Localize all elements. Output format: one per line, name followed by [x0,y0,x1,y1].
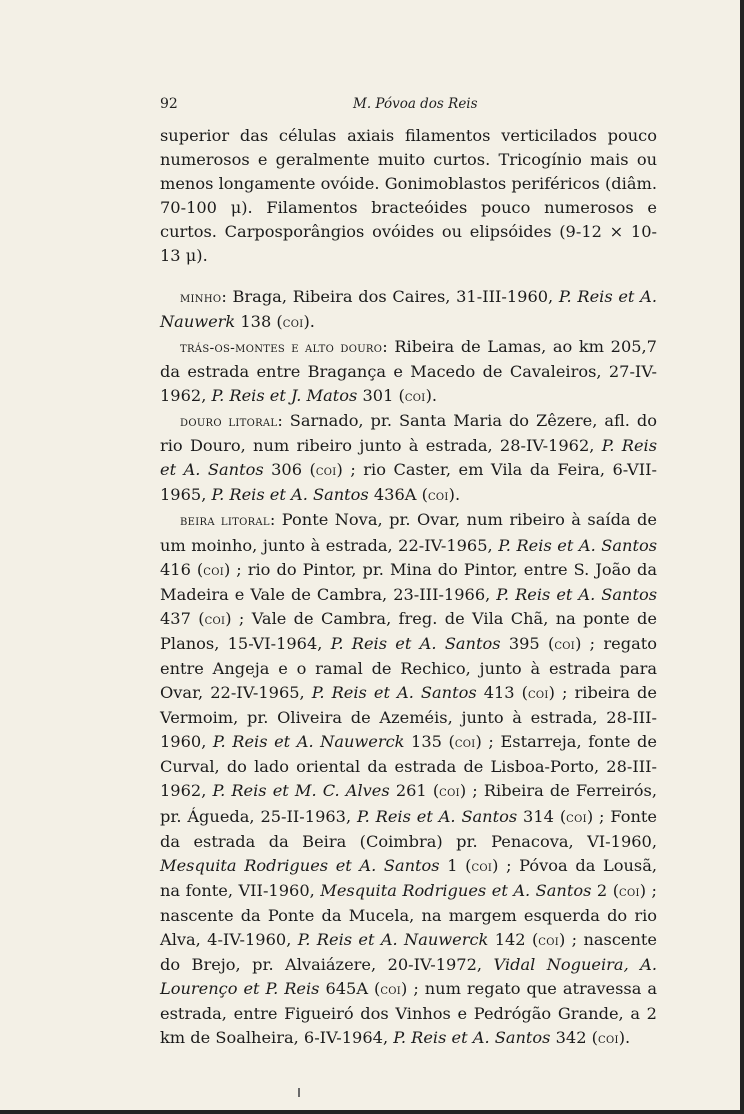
region-name: minho [180,289,222,306]
text-run: ) ; Fonte da estrada da Beira (Coimbra) pr. Penacova, VI-1960, [160,806,657,851]
text-run: ) ; nascente do Brejo, pr. Alvaiázere, 20-IV-1972, [160,930,657,975]
text-run: 416 ( [160,559,204,579]
herbarium-code: coi [439,784,460,801]
collector-names: P. Reis et A. Nauwerk [160,286,657,331]
herbarium-code: coi [554,636,576,653]
herbarium-code: coi [282,314,304,331]
text-run: ). [618,1028,631,1048]
page-number: 92 [160,96,178,112]
text-run: : Sarnado, pr. Santa Maria do Zêzere, afl. do rio Douro, num ribeiro junto à estrada, 28-IV-1962, [160,411,657,456]
text-run: 342 ( [550,1028,598,1048]
collector-names: Mesquita Rodrigues et A. Santos [320,880,592,900]
collector-names: P. Reis et A. Santos [211,485,369,505]
collector-names: Mesquita Rodrigues et A. Santos [160,855,440,875]
text-run: ) ; nascente da Ponte da Mucela, na margem esquerda do rio Alva, 4-IV-1960, [160,880,657,949]
herbarium-code: coi [203,562,224,579]
text-run: ) ; num regato que atravessa a estrada, entre Figueiró dos Vinhos e Pedrógão Grande, a 2 km de Soalheira, 6-IV-1964, [160,979,657,1048]
herbarium-code: coi [619,883,640,900]
body-text [160,124,657,1051]
collector-names: Vidal Nogueira, A. Lourenço et P. Reis [160,955,657,999]
text-run: 261 ( [389,781,440,801]
text-run: 436A ( [368,485,428,505]
collector-names: P. Reis et M. C. Alves [212,781,390,801]
herbarium-code: coi [566,809,587,826]
text-run: superior das células axiais filamentos verticilados pouco numerosos e geralmente muito curtos. Tricogínio mais ou menos longamente ovóide. Gonimoblastos periféricos (diâm. 70-100 [160,126,657,218]
text-run: ) ; Estarreja, fonte de Curval, do lado oriental da estrada de Lisboa-Porto, 28-III-1962, [160,732,657,801]
text-run: ) ; regato entre Angeja e o ramal de Rechico, junto à estrada para Ovar, 22-IV-1965, [160,633,657,703]
herbarium-code: coi [315,463,337,480]
locality-paragraph-beira-litoral [160,508,657,1051]
text-run: 135 ( [404,732,455,752]
herbarium-code: coi [454,735,476,752]
text-run: ) ; rio do Pintor, pr. Mina do Pintor, entre S. João da Madeira e Vale de Cambra, 23-III-1966, [160,559,658,604]
collector-names: P. Reis et A. Santos [357,806,518,826]
herbarium-code: coi [538,933,559,949]
collector-names: P. Reis et A. Nauwerck [212,732,405,752]
region-name: trás-os-montes e alto douro [180,339,383,356]
text-run: 314 ( [517,806,567,826]
herbarium-code: coi [380,982,402,999]
collector-names: P. Reis et A. Nauwerck [297,930,489,949]
micron-symbol: μ [185,246,197,266]
running-head: M. Póvoa dos Reis [353,96,478,112]
text-run: : Ribeira de Lamas, ao km 205,7 da estrada entre Bragança e Macedo de Cavaleiros, 27-IV-1962, [160,336,657,405]
herbarium-code: coi [527,686,549,703]
locality-paragraph-douro-litoral [160,409,657,508]
herbarium-code: coi [598,1031,619,1048]
collector-names: P. Reis et A. Santos [496,584,657,604]
herbarium-code: coi [404,388,426,405]
text-run: 306 ( [263,460,316,480]
print-mark [298,1088,300,1097]
locality-paragraph-minho [160,285,657,335]
region-name: douro litoral [180,414,278,431]
text-run: ). [196,246,208,266]
text-run: ). [303,311,315,331]
text-run: 301 ( [357,385,405,405]
collector-names: P. Reis et J. Matos [211,385,358,405]
collector-names: P. Reis et A. Santos [498,535,657,555]
text-run: 138 ( [235,311,283,331]
page-header [160,96,650,116]
herbarium-code: coi [471,858,493,875]
text-run: ) ; Ribeira de Ferreirós, pr. Águeda, 25-II-1963, [160,781,657,826]
text-run: ). Filamentos bracteóides pouco numerosos e curtos. Carposporângios ovóides ou elipsóides (9-12 × 10-13 [160,198,657,266]
text-run: : Ponte Nova, pr. Ovar, num ribeiro à saída de um moinho, junto à estrada, 22-IV-1965, [160,510,657,555]
text-run: 2 ( [591,880,620,900]
text-run: 413 ( [476,683,528,703]
locality-paragraph-tras-os-montes [160,335,657,409]
text-run: ) ; Vale de Cambra, freg. de Vila Chã, na ponte de Planos, 15-VI-1964, [160,608,658,653]
collector-names: P. Reis et A. Santos [160,436,658,480]
text-run: ) ; Póvoa da Lousã, na fonte, VII-1960, [160,855,657,900]
description-paragraph [160,124,657,269]
region-name: beira litoral [180,513,270,530]
text-run: 395 ( [500,633,555,653]
collector-names: P. Reis et A. Santos [393,1028,551,1048]
herbarium-code: coi [427,488,449,505]
text-run: : Braga, Ribeira dos Caires, 31-III-1960, [221,286,559,306]
herbarium-code: coi [204,611,226,628]
text-run: ) ; ribeira de Vermoim, pr. Oliveira de Azeméis, junto à estrada, 28-III-1960, [160,683,657,752]
collector-names: P. Reis et A. Santos [311,683,477,703]
text-run: 645A ( [319,979,381,999]
text-run: ). [425,385,438,405]
text-run: ) ; rio Caster, em Vila da Feira, 6-VII-1965, [160,460,657,505]
collector-names: P. Reis et A. Santos [330,633,501,653]
text-run: ). [448,485,461,505]
text-run: 437 ( [160,608,205,628]
text-run: 1 ( [439,855,472,875]
micron-symbol: μ [230,198,242,218]
text-run: 142 ( [488,930,539,949]
